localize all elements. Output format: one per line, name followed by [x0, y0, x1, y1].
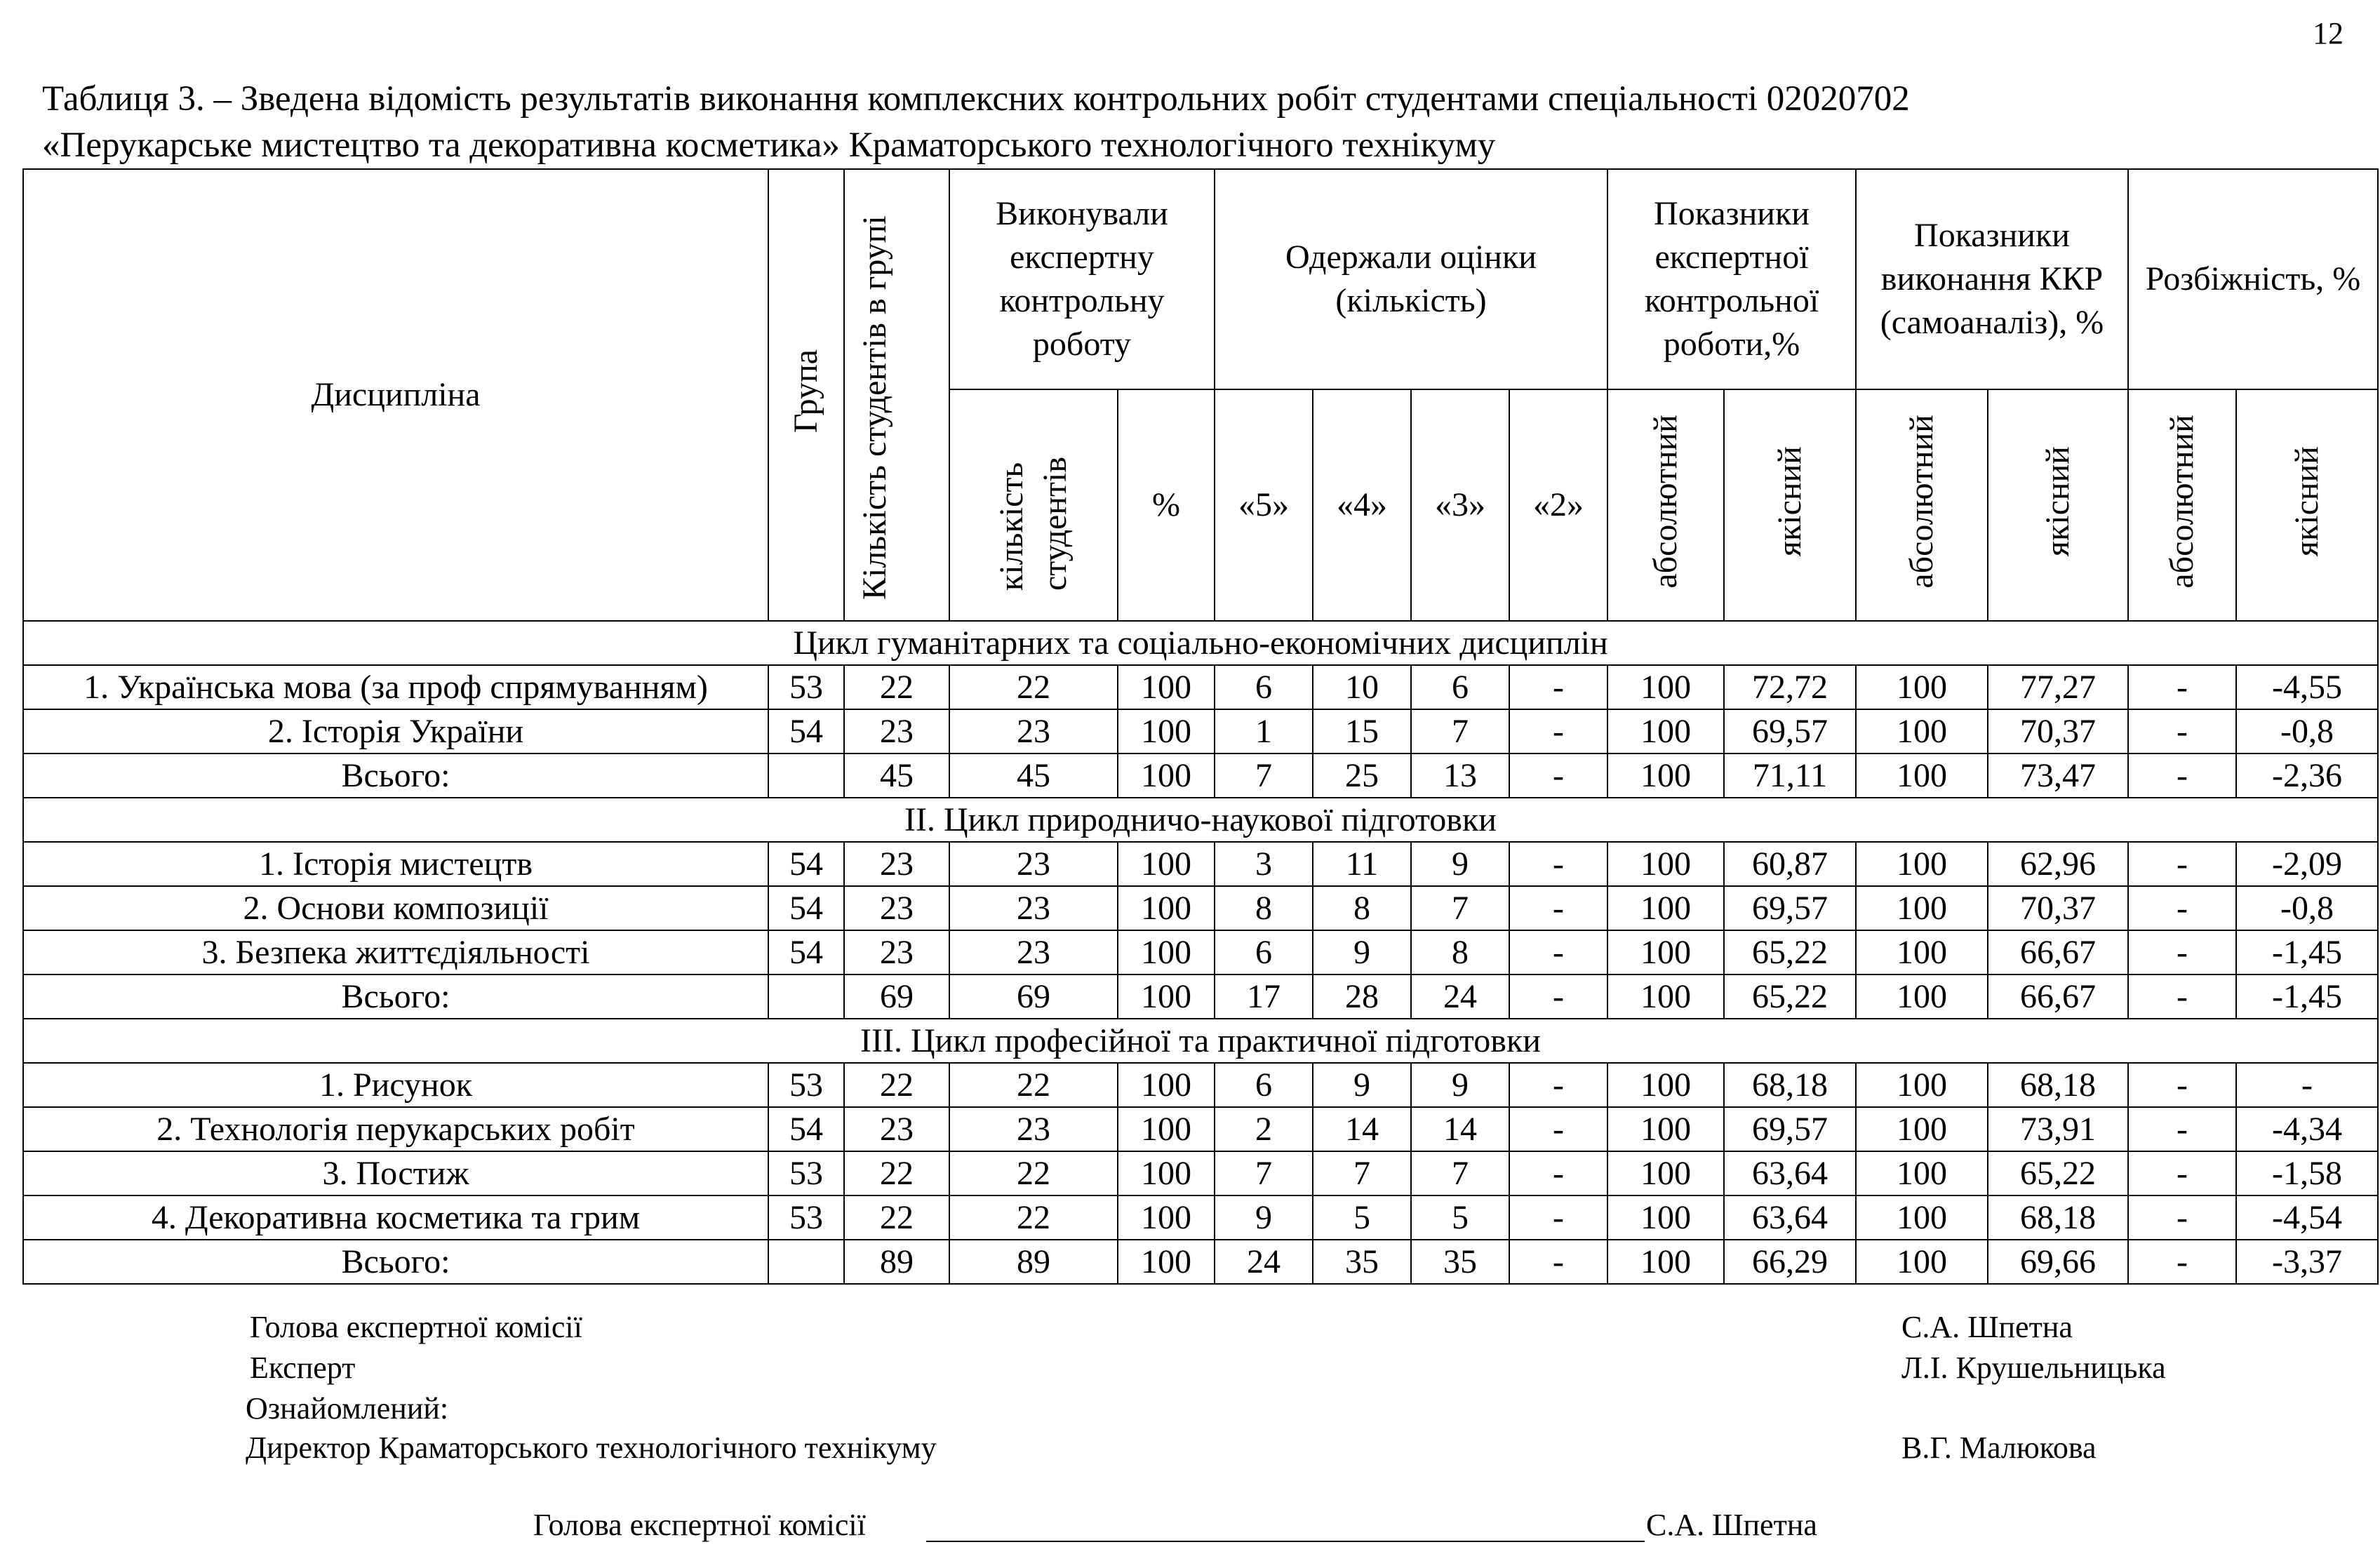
value-cell: 100	[1607, 886, 1724, 930]
discipline-cell: 2. Технологія перукарських робіт	[23, 1107, 768, 1151]
value-cell: 9	[1313, 930, 1411, 974]
value-cell: 2	[1215, 1107, 1313, 1151]
total-cell: -	[1509, 1240, 1607, 1284]
value-cell: 100	[1118, 1063, 1215, 1107]
total-cell: 13	[1411, 753, 1509, 798]
header-grade-4: «4»	[1313, 389, 1411, 621]
section-title: ІІІ. Цикл професійної та практичної підготовки	[23, 1019, 2378, 1063]
value-cell: -0,8	[2236, 886, 2378, 930]
value-cell: 23	[949, 842, 1118, 886]
value-cell: -4,34	[2236, 1107, 2378, 1151]
total-cell: 24	[1411, 974, 1509, 1019]
total-cell: 100	[1607, 974, 1724, 1019]
table-row	[23, 1195, 2378, 1240]
total-cell	[768, 753, 844, 798]
value-cell: 100	[1118, 1107, 1215, 1151]
value-cell: 6	[1215, 665, 1313, 709]
header-group: Група	[768, 169, 844, 621]
value-cell: 100	[1607, 665, 1724, 709]
value-cell: 22	[949, 1063, 1118, 1107]
value-cell: 100	[1118, 1151, 1215, 1195]
section-title: Цикл гуманітарних та соціально-економічних дисциплін	[23, 621, 2378, 665]
value-cell: -	[1509, 1063, 1607, 1107]
header-kkr-indicators: Показники виконання ККР (самоаналіз), %	[1856, 169, 2128, 389]
value-cell: 100	[1607, 1195, 1724, 1240]
total-cell: -2,36	[2236, 753, 2378, 798]
total-cell: -	[1509, 753, 1607, 798]
total-cell: 100	[1607, 753, 1724, 798]
table-row	[23, 709, 2378, 753]
table-row	[23, 842, 2378, 886]
value-cell: 54	[768, 1107, 844, 1151]
value-cell: -	[1509, 886, 1607, 930]
discipline-cell: 3. Постиж	[23, 1151, 768, 1195]
value-cell: -	[1509, 930, 1607, 974]
value-cell: 54	[768, 886, 844, 930]
value-cell: 65,22	[1988, 1151, 2128, 1195]
header-grade-5: «5»	[1215, 389, 1313, 621]
header-difference: Розбіжність, %	[2128, 169, 2378, 389]
value-cell: -2,09	[2236, 842, 2378, 886]
value-cell: -	[2128, 842, 2236, 886]
value-cell: 53	[768, 665, 844, 709]
value-cell: 100	[1118, 930, 1215, 974]
value-cell: 100	[1118, 709, 1215, 753]
signature-line	[926, 1541, 1645, 1542]
total-row	[23, 974, 2378, 1019]
value-cell: 22	[949, 665, 1118, 709]
value-cell: 23	[844, 842, 949, 886]
value-cell: 100	[1856, 842, 1988, 886]
results-table	[22, 168, 2379, 1285]
total-cell: 69	[949, 974, 1118, 1019]
total-row	[23, 1240, 2378, 1284]
expert-name: Л.І. Крушельницька	[1901, 1351, 2166, 1385]
total-cell: -	[1509, 974, 1607, 1019]
total-cell: 17	[1215, 974, 1313, 1019]
value-cell: 1	[1215, 709, 1313, 753]
total-cell: 89	[844, 1240, 949, 1284]
table-row	[23, 665, 2378, 709]
value-cell: -0,8	[2236, 709, 2378, 753]
bottom-chair-name: С.А. Шпетна	[1646, 1508, 1817, 1542]
value-cell: 9	[1215, 1195, 1313, 1240]
value-cell: 53	[768, 1063, 844, 1107]
value-cell: 7	[1215, 1151, 1313, 1195]
value-cell: 15	[1313, 709, 1411, 753]
value-cell: 5	[1313, 1195, 1411, 1240]
header-grade-2: «2»	[1509, 389, 1607, 621]
value-cell: 8	[1215, 886, 1313, 930]
value-cell: 100	[1118, 1195, 1215, 1240]
value-cell: -1,45	[2236, 930, 2378, 974]
section-header-row	[23, 1019, 2378, 1063]
table-caption	[42, 76, 2351, 168]
total-cell: 24	[1215, 1240, 1313, 1284]
value-cell: 53	[768, 1151, 844, 1195]
page-number: 12	[2313, 16, 2344, 51]
value-cell: -	[2128, 709, 2236, 753]
total-cell: 100	[1607, 1240, 1724, 1284]
header-students-in-group: Кількість студентів в групі	[844, 169, 949, 621]
chair-label: Голова експертної комісії	[250, 1310, 582, 1344]
total-cell: 65,22	[1724, 974, 1856, 1019]
value-cell: 6	[1215, 1063, 1313, 1107]
value-cell: 54	[768, 709, 844, 753]
value-cell: 23	[949, 930, 1118, 974]
value-cell: 23	[949, 886, 1118, 930]
value-cell: 60,87	[1724, 842, 1856, 886]
total-cell: 25	[1313, 753, 1411, 798]
value-cell: 73,91	[1988, 1107, 2128, 1151]
total-label: Всього:	[23, 1240, 768, 1284]
value-cell: 100	[1856, 930, 1988, 974]
value-cell: 6	[1215, 930, 1313, 974]
section-title: ІІ. Цикл природничо-наукової підготовки	[23, 798, 2378, 842]
value-cell: 62,96	[1988, 842, 2128, 886]
value-cell: 65,22	[1724, 930, 1856, 974]
total-cell: -	[2128, 753, 2236, 798]
total-cell: 71,11	[1724, 753, 1856, 798]
total-label: Всього:	[23, 974, 768, 1019]
header-grades: Одержали оцінки (кількість)	[1215, 169, 1607, 389]
value-cell: 7	[1411, 886, 1509, 930]
value-cell: -	[1509, 709, 1607, 753]
value-cell: 77,27	[1988, 665, 2128, 709]
value-cell: 54	[768, 930, 844, 974]
value-cell: 22	[949, 1151, 1118, 1195]
total-cell: 45	[949, 753, 1118, 798]
value-cell: 100	[1607, 1063, 1724, 1107]
table-row	[23, 930, 2378, 974]
total-row	[23, 753, 2378, 798]
value-cell: -	[1509, 842, 1607, 886]
total-cell: 89	[949, 1240, 1118, 1284]
header-diff-absolute: абсолютний	[2128, 389, 2236, 621]
value-cell: 22	[949, 1195, 1118, 1240]
total-cell	[768, 974, 844, 1019]
value-cell: 22	[844, 1151, 949, 1195]
value-cell: 9	[1411, 842, 1509, 886]
total-label: Всього:	[23, 753, 768, 798]
total-cell: 28	[1313, 974, 1411, 1019]
value-cell: 70,37	[1988, 709, 2128, 753]
value-cell: 100	[1856, 1107, 1988, 1151]
value-cell: -	[2128, 1151, 2236, 1195]
total-cell: 100	[1118, 974, 1215, 1019]
value-cell: 68,18	[1988, 1063, 2128, 1107]
acquainted-label: Ознайомлений:	[246, 1391, 449, 1426]
value-cell: -	[1509, 1151, 1607, 1195]
total-cell: 100	[1856, 753, 1988, 798]
value-cell: 22	[844, 1195, 949, 1240]
value-cell: -	[1509, 1107, 1607, 1151]
value-cell: 23	[949, 1107, 1118, 1151]
value-cell: -	[2128, 1195, 2236, 1240]
discipline-cell: 2. Історія України	[23, 709, 768, 753]
discipline-cell: 1. Українська мова (за проф спрямуванням)	[23, 665, 768, 709]
total-cell: 100	[1118, 1240, 1215, 1284]
value-cell: 100	[1607, 1151, 1724, 1195]
director-label: Директор Краматорського технологічного технікуму	[246, 1431, 937, 1465]
total-cell: 69	[844, 974, 949, 1019]
value-cell: 23	[844, 930, 949, 974]
value-cell: 100	[1856, 709, 1988, 753]
total-cell: 35	[1313, 1240, 1411, 1284]
value-cell: -	[2128, 665, 2236, 709]
value-cell: 23	[949, 709, 1118, 753]
value-cell: -	[1509, 665, 1607, 709]
section-header-row	[23, 621, 2378, 665]
total-cell: -3,37	[2236, 1240, 2378, 1284]
value-cell: 69,57	[1724, 886, 1856, 930]
header-expert-quality: якісний	[1724, 389, 1856, 621]
total-cell: 35	[1411, 1240, 1509, 1284]
value-cell: 9	[1411, 1063, 1509, 1107]
total-cell: 100	[1118, 753, 1215, 798]
value-cell: 23	[844, 1107, 949, 1151]
value-cell: 100	[1856, 1151, 1988, 1195]
value-cell: 100	[1118, 842, 1215, 886]
value-cell: 23	[844, 886, 949, 930]
value-cell: 6	[1411, 665, 1509, 709]
value-cell: 100	[1118, 665, 1215, 709]
header-kkr-absolute: абсолютний	[1856, 389, 1988, 621]
value-cell: -	[2236, 1063, 2378, 1107]
value-cell: -	[2128, 886, 2236, 930]
value-cell: 68,18	[1724, 1063, 1856, 1107]
value-cell: 69,57	[1724, 709, 1856, 753]
value-cell: -	[2128, 930, 2236, 974]
discipline-cell: 2. Основи композиції	[23, 886, 768, 930]
header-grade-3: «3»	[1411, 389, 1509, 621]
value-cell: -	[2128, 1107, 2236, 1151]
value-cell: 66,67	[1988, 930, 2128, 974]
value-cell: 100	[1856, 665, 1988, 709]
table-row	[23, 1063, 2378, 1107]
value-cell: -	[1509, 1195, 1607, 1240]
header-kkr-quality: якісний	[1988, 389, 2128, 621]
section-header-row	[23, 798, 2378, 842]
total-cell: -1,45	[2236, 974, 2378, 1019]
chair-name: С.А. Шпетна	[1901, 1310, 2073, 1344]
value-cell: 11	[1313, 842, 1411, 886]
header-discipline: Дисципліна	[23, 169, 768, 621]
value-cell: 14	[1411, 1107, 1509, 1151]
header-expert-indicators: Показники експертної контрольної роботи,%	[1607, 169, 1856, 389]
value-cell: 100	[1607, 842, 1724, 886]
value-cell: 22	[844, 1063, 949, 1107]
value-cell: 8	[1411, 930, 1509, 974]
discipline-cell: 1. Історія мистецтв	[23, 842, 768, 886]
total-cell: 69,66	[1988, 1240, 2128, 1284]
value-cell: 5	[1411, 1195, 1509, 1240]
value-cell: 54	[768, 842, 844, 886]
total-cell: 7	[1215, 753, 1313, 798]
table-body	[23, 621, 2378, 1284]
header-performed: Виконували експертну контрольну роботу	[949, 169, 1215, 389]
value-cell: 70,37	[1988, 886, 2128, 930]
value-cell: 100	[1118, 886, 1215, 930]
total-cell: 45	[844, 753, 949, 798]
total-cell: -	[2128, 974, 2236, 1019]
value-cell: 22	[844, 665, 949, 709]
value-cell: -4,54	[2236, 1195, 2378, 1240]
value-cell: 10	[1313, 665, 1411, 709]
value-cell: -1,58	[2236, 1151, 2378, 1195]
value-cell: 68,18	[1988, 1195, 2128, 1240]
value-cell: 72,72	[1724, 665, 1856, 709]
total-cell: 66,67	[1988, 974, 2128, 1019]
discipline-cell: 3. Безпека життєдіяльності	[23, 930, 768, 974]
value-cell: 63,64	[1724, 1151, 1856, 1195]
value-cell: 100	[1856, 1195, 1988, 1240]
total-cell	[768, 1240, 844, 1284]
header-performed-count: кількість студентів	[949, 389, 1118, 621]
table-row	[23, 886, 2378, 930]
header-diff-quality: якісний	[2236, 389, 2378, 621]
table-row	[23, 1151, 2378, 1195]
value-cell: -	[2128, 1063, 2236, 1107]
header-expert-absolute: абсолютний	[1607, 389, 1724, 621]
value-cell: 69,57	[1724, 1107, 1856, 1151]
discipline-cell: 4. Декоративна косметика та грим	[23, 1195, 768, 1240]
total-cell: -	[2128, 1240, 2236, 1284]
value-cell: 8	[1313, 886, 1411, 930]
value-cell: 100	[1856, 1063, 1988, 1107]
value-cell: 100	[1856, 886, 1988, 930]
value-cell: 53	[768, 1195, 844, 1240]
header-performed-pct: %	[1118, 389, 1215, 621]
value-cell: 23	[844, 709, 949, 753]
total-cell: 66,29	[1724, 1240, 1856, 1284]
value-cell: 100	[1607, 709, 1724, 753]
caption-line-1: Таблиця 3. – Зведена відомість результатів виконання комплексних контрольних робіт студентами спеціальності 02020702	[42, 79, 1910, 119]
director-name: В.Г. Малюкова	[1901, 1431, 2097, 1465]
value-cell: 63,64	[1724, 1195, 1856, 1240]
discipline-cell: 1. Рисунок	[23, 1063, 768, 1107]
total-cell: 100	[1856, 1240, 1988, 1284]
value-cell: 7	[1313, 1151, 1411, 1195]
value-cell: 7	[1411, 709, 1509, 753]
expert-label: Експерт	[250, 1351, 356, 1385]
value-cell: 100	[1607, 1107, 1724, 1151]
value-cell: 3	[1215, 842, 1313, 886]
value-cell: -4,55	[2236, 665, 2378, 709]
value-cell: 100	[1607, 930, 1724, 974]
value-cell: 14	[1313, 1107, 1411, 1151]
total-cell: 100	[1856, 974, 1988, 1019]
value-cell: 9	[1313, 1063, 1411, 1107]
value-cell: 7	[1411, 1151, 1509, 1195]
caption-line-2: «Перукарське мистецтво та декоративна косметика» Краматорського технологічного технікуму	[42, 126, 1496, 165]
table-row	[23, 1107, 2378, 1151]
bottom-chair-label: Голова експертної комісії	[533, 1508, 866, 1542]
total-cell: 73,47	[1988, 753, 2128, 798]
